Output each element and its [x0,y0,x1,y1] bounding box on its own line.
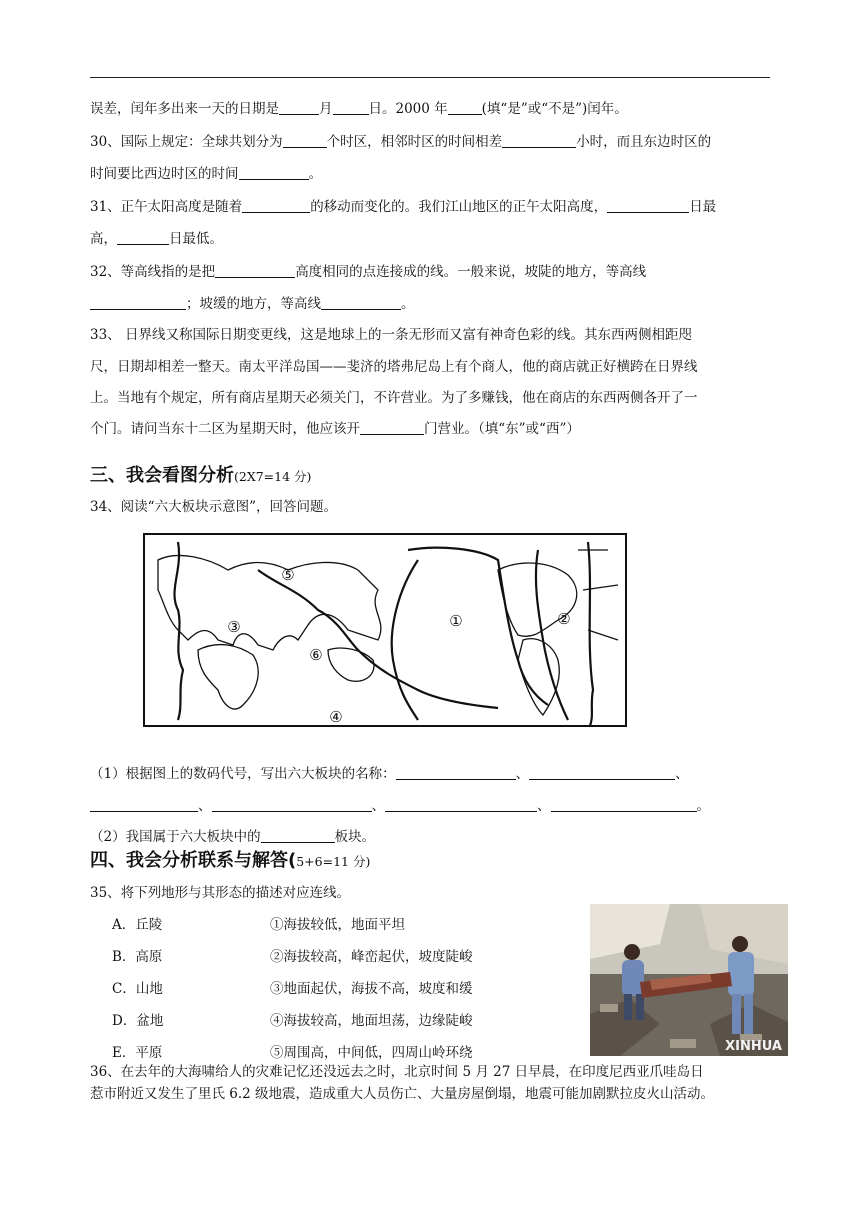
answer-blank[interactable] [396,765,516,780]
section-title: 三、我会看图分析 [90,465,234,486]
plate-label-6: ⑥ [309,646,323,664]
text: 高度相同的点连接成的线。一般来说，坡陡的地方，等高线 [295,264,647,280]
terrain-e[interactable]: E．平原 [112,1045,163,1061]
line-leap-year [90,100,628,118]
text: 板块。 [334,829,376,845]
text: （1）根据图上的数码代号，写出六大板块的名称： [90,766,396,782]
text: 。 [401,296,415,312]
text: 日。2000 年 [368,101,448,117]
text: 日最 [689,199,717,215]
plate-label-1: ① [449,612,463,630]
question-33: 33、 日界线又称国际日期变更线，这是地球上的一条无形而又富有神奇色彩的线。其东西两侧相距咫 [90,327,692,343]
question-33-line4 [90,420,580,438]
text: 日最低。 [169,231,223,247]
description-1[interactable]: ①海拔较低，地面平坦 [270,917,405,933]
question-36-line2: 惹市附近又发生了里氏 6.2 级地震，造成重大人员伤亡、大量房屋倒塌，地震可能加剧默拉皮火山活动。 [90,1086,715,1102]
separator: 、 [675,766,689,782]
answer-blank[interactable] [333,100,369,115]
answer-blank[interactable] [360,420,424,435]
separator: 、 [515,766,530,782]
answer-blank[interactable] [261,828,335,843]
text: （2）我国属于六大板块中的 [90,829,261,845]
text: 误差，闰年多出来一天的日期是 [90,101,279,117]
section-score: 5+6=11 分) [296,854,371,869]
text: 高， [90,231,117,247]
question-30-cont [90,165,322,183]
section-title: 四、我会分析联系与解答( [90,850,297,871]
answer-blank[interactable] [279,100,319,115]
section-3-heading [90,465,311,488]
answer-blank[interactable] [215,263,295,278]
question-36: 36、在去年的大海啸给人的灾难记忆还没远去之时，北京时间 5 月 27 日早晨，在印度尼西亚爪哇岛日 [90,1064,704,1080]
description-2[interactable]: ②海拔较高，峰峦起伏，坡度陡峻 [270,949,473,965]
plate-label-4: ④ [329,708,343,726]
answer-blank[interactable] [529,765,675,780]
xinhua-watermark: XINHUA [725,1039,782,1054]
description-5[interactable]: ⑤周围高，中间低，四周山岭环绕 [270,1045,473,1061]
header-rule [90,77,770,78]
text: 时间要比西边时区的时间 [90,166,239,182]
question-31-cont [90,230,223,248]
question-35-intro: 35、将下列地形与其形态的描述对应连线。 [90,885,351,901]
question-34-intro: 34、阅读“六大板块示意图”，回答问题。 [90,499,337,515]
text: (填“是”或“不是”)闰年。 [481,101,628,117]
answer-blank[interactable] [385,797,537,812]
section-4-heading [90,850,370,873]
answer-blank[interactable] [502,133,576,148]
answer-blank[interactable] [242,198,310,213]
answer-blank[interactable] [283,133,327,148]
answer-blank[interactable] [448,100,482,115]
section-score: (2X7=14 分) [234,469,312,484]
text: ；坡缓的地方，等高线 [186,296,321,312]
plate-label-3: ③ [227,618,241,636]
map-frame [144,534,626,726]
terrain-b[interactable]: B．高原 [112,949,163,965]
question-31 [90,198,716,216]
text: 月 [319,101,333,117]
answer-blank[interactable] [212,797,372,812]
text: 31、正午太阳高度是随着 [90,199,243,215]
text: 门营业。（填“东”或“西”） [424,421,580,437]
text: 个门。请问当东十二区为星期天时，他应该开 [90,421,360,437]
question-30 [90,133,711,151]
answer-blank[interactable] [239,165,309,180]
description-4[interactable]: ④海拔较高，地面坦荡，边缘陡峻 [270,1013,473,1029]
separator: 。 [696,798,710,814]
terrain-d[interactable]: D．盆地 [112,1013,164,1029]
answer-blank[interactable] [117,230,169,245]
answer-blank[interactable] [90,295,186,310]
question-33-line3: 上。当地有个规定，所有商店星期天必须关门，不许营业。为了多赚钱，他在商店的东西两侧各开了一 [90,390,698,406]
earthquake-photo [590,904,788,1056]
answer-blank[interactable] [551,797,697,812]
text: 30、国际上规定：全球共划分为 [90,134,283,150]
answer-blank[interactable] [607,198,689,213]
question-32 [90,263,646,281]
separator: 、 [198,798,212,814]
text: 个时区，相邻时区的时间相差 [326,134,503,150]
question-32-cont [90,295,415,313]
text: 32、等高线指的是把 [90,264,216,280]
text: 小时，而且东边时区的 [576,134,712,150]
plate-label-5: ⑤ [281,566,295,584]
text: 。 [308,166,322,182]
answer-blank[interactable] [321,295,401,310]
separator: 、 [371,798,385,814]
plate-label-2: ② [557,610,571,628]
terrain-a[interactable]: A．丘陵 [112,917,163,933]
question-33-line2: 尺，日期却相差一整天。南太平洋岛国——斐济的塔弗尼岛上有个商人，他的商店就正好横跨在日界线 [90,359,698,375]
question-34-part1-cont [90,797,710,815]
answer-blank[interactable] [90,797,198,812]
plate-map [138,530,632,732]
description-3[interactable]: ③地面起伏，海拔不高，坡度和缓 [270,981,473,997]
terrain-c[interactable]: C．山地 [112,981,163,997]
separator: 、 [537,798,551,814]
text: 的移动而变化的。我们江山地区的正午太阳高度， [310,199,608,215]
question-34-part1 [90,765,689,783]
question-34-part2 [90,828,375,846]
